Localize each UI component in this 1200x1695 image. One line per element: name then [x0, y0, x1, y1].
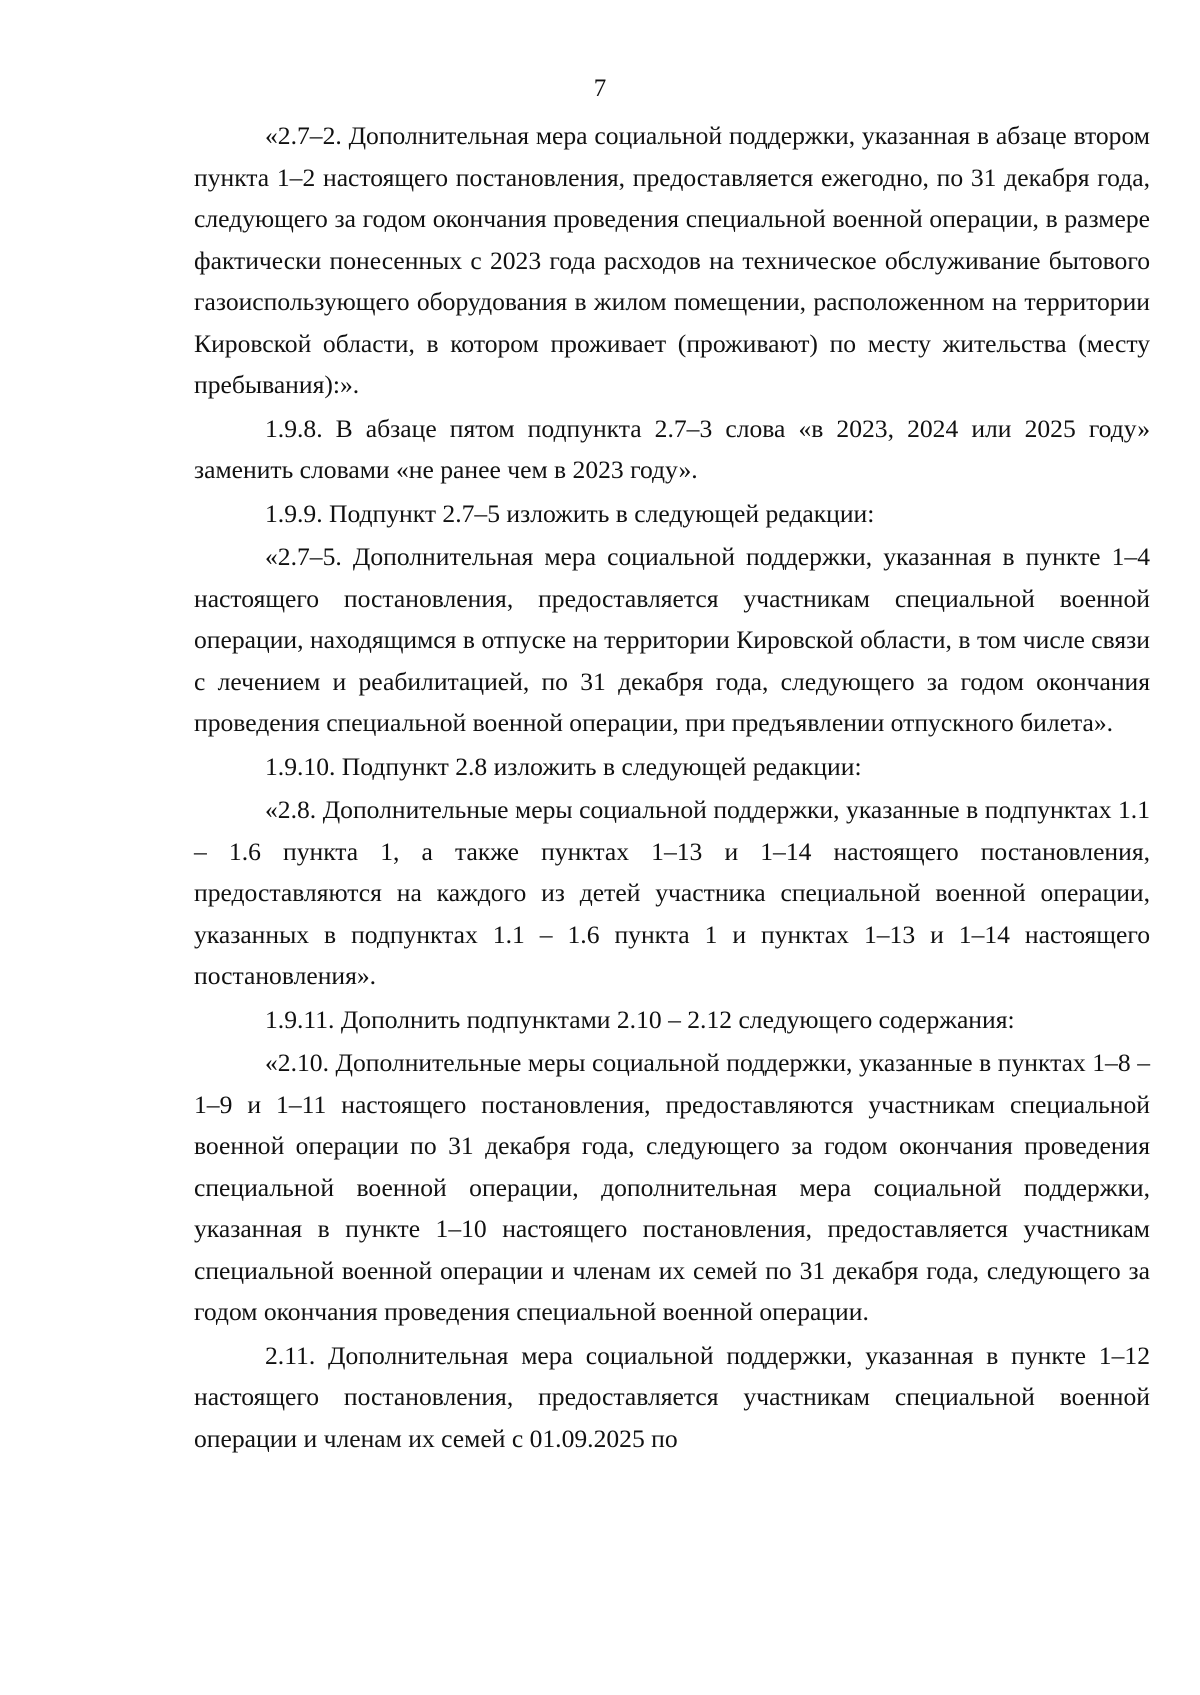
paragraph-2-7-2: «2.7–2. Дополнительная мера социальной поддержки, указанная в абзаце втором пункта 1–2 настоящего постановления, предоставляется ежегодно, по 31 декабря года, следующего за годом окончания проведения специальной военной операции, в размере фактически понесенных с 2023 года расходов на техническое обслуживание бытового газоиспользующего оборудования в жилом помещении, расположенном на территории Кировской области, в котором проживает (проживают) по месту жительства (месту пребывания):». [194, 121, 1150, 399]
paragraph-2-11: 2.11. Дополнительная мера социальной поддержки, указанная в пункте 1–12 настоящего постановления, предоставляется участникам специальной военной операции и членам их семей с 01.09.2025 по [194, 1340, 1150, 1453]
paragraph-1-9-11: 1.9.11. Дополнить подпунктами 2.10 – 2.12 следующего содержания: [265, 1004, 1015, 1034]
paragraph-1-9-10: 1.9.10. Подпункт 2.8 изложить в следующей редакции: [265, 751, 862, 781]
document-body [194, 115, 1150, 1459]
paragraph-2-10: «2.10. Дополнительные меры социальной поддержки, указанные в пунктах 1–8 – 1–9 и 1–11 настоящего постановления, предоставляются участникам специальной военной операции по 31 декабря года, следующего за годом окончания проведения специальной военной операции, дополнительная мера социальной поддержки, указанная в пункте 1–10 настоящего постановления, предоставляется участникам специальной военной операции и членам их семей по 31 декабря года, следующего за годом окончания проведения специальной военной операции. [194, 1048, 1150, 1326]
page-number: 7 [593, 75, 607, 102]
paragraph-1-9-9: 1.9.9. Подпункт 2.7–5 изложить в следующей редакции: [265, 498, 875, 528]
paragraph-2-7-5: «2.7–5. Дополнительная мера социальной поддержки, указанная в пункте 1–4 настоящего постановления, предоставляется участникам специальной военной операции, находящимся в отпуске на территории Кировской области, в том числе связи с лечением и реабилитацией, по 31 декабря года, следующего за годом окончания проведения специальной военной операции, при предъявлении отпускного билета». [194, 542, 1150, 737]
paragraph-1-9-8: 1.9.8. В абзаце пятом подпункта 2.7–3 слова «в 2023, 2024 или 2025 году» заменить словами «не ранее чем в 2023 году». [194, 413, 1150, 484]
paragraph-2-8: «2.8. Дополнительные меры социальной поддержки, указанные в подпунктах 1.1 – 1.6 пункта 1, а также пунктах 1–13 и 1–14 настоящего постановления, предоставляются на каждого из детей участника специальной военной операции, указанных в подпунктах 1.1 – 1.6 пункта 1 и пунктах 1–13 и 1–14 настоящего постановления». [194, 795, 1150, 990]
